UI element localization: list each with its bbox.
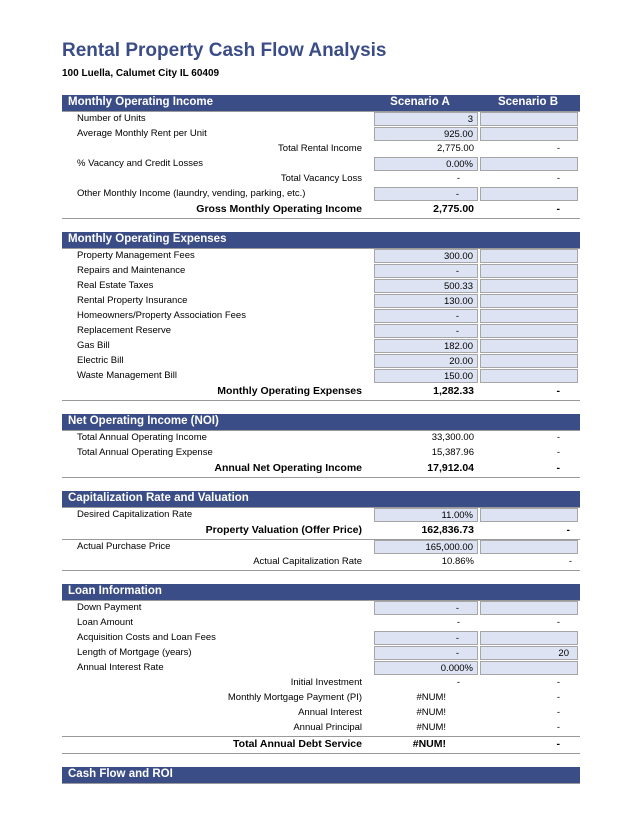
row-average-rent: [62, 127, 580, 142]
section-title: Monthly Operating Expenses: [68, 233, 227, 245]
expense-a-cell[interactable]: 20.00: [374, 354, 478, 368]
row-mortgage-length: [62, 646, 580, 661]
actual-cap-a-cell: 10.86%: [441, 556, 474, 567]
principal-a-cell: #NUM!: [416, 722, 446, 733]
noi-b-cell: -: [556, 462, 560, 474]
expense-a-cell[interactable]: -: [374, 309, 478, 323]
section-header-income: [62, 95, 580, 112]
expense-b-cell[interactable]: [480, 339, 578, 353]
expense-a-cell[interactable]: 182.00: [374, 339, 478, 353]
initial-b-cell: -: [556, 677, 560, 688]
row-label: Annual Net Operating Income: [214, 462, 362, 474]
row-label: Replacement Reserve: [77, 325, 171, 336]
down-payment-b-cell[interactable]: [480, 601, 578, 615]
expense-b-cell[interactable]: [480, 279, 578, 293]
expense-b-cell[interactable]: [480, 369, 578, 383]
row-label: Gas Bill: [77, 340, 110, 351]
section-header-cap-rate: [62, 491, 580, 508]
property-address: 100 Luella, Calumet City IL 60409: [62, 68, 220, 79]
desired-cap-a-cell[interactable]: 11.00%: [374, 508, 478, 522]
row-label: Property Valuation (Offer Price): [205, 524, 362, 536]
row-total-rental-income: [62, 142, 580, 157]
row-label: Monthly Operating Expenses: [217, 385, 362, 397]
row-annual-expense: [62, 446, 580, 461]
expense-b-cell[interactable]: [480, 249, 578, 263]
initial-a-cell: -: [456, 677, 460, 688]
row-label: Real Estate Taxes: [77, 280, 154, 291]
section-title: Monthly Operating Income: [68, 96, 214, 108]
expense-b-cell[interactable]: [480, 324, 578, 338]
rent-b-cell[interactable]: [480, 127, 578, 141]
annual-income-b-cell: -: [556, 432, 560, 443]
row-interest-rate: [62, 661, 580, 676]
scenario-a-header: Scenario A: [390, 96, 450, 108]
row-annual-principal: [62, 721, 580, 736]
scenario-b-header: Scenario B: [497, 96, 559, 108]
other-income-a-cell[interactable]: -: [374, 187, 478, 201]
principal-b-cell: -: [556, 722, 560, 733]
units-a-cell[interactable]: 3: [374, 112, 478, 126]
annual-expense-a-cell: 15,387.96: [431, 447, 474, 458]
row-label: Total Annual Debt Service: [233, 738, 362, 750]
expense-a-cell[interactable]: 300.00: [374, 249, 478, 263]
annual-expense-b-cell: -: [556, 447, 560, 458]
row-acquisition-costs: [62, 631, 580, 646]
expense-b-cell[interactable]: [480, 294, 578, 308]
row-total-vacancy: [62, 172, 580, 187]
row-annual-interest: [62, 706, 580, 721]
total-expenses-a-cell: 1,282.33: [433, 385, 474, 397]
section-title: Capitalization Rate and Valuation: [68, 492, 249, 504]
expense-b-cell[interactable]: [480, 354, 578, 368]
row-label: Repairs and Maintenance: [77, 265, 186, 276]
row-label: Electric Bill: [77, 355, 124, 366]
row-label: Waste Management Bill: [77, 370, 177, 381]
row-label: Acquisition Costs and Loan Fees: [77, 632, 216, 643]
expense-row: [62, 354, 580, 369]
units-b-cell[interactable]: [480, 112, 578, 126]
row-debt-service: [62, 736, 580, 754]
row-label: Total Annual Operating Income: [77, 432, 207, 443]
rate-a-cell[interactable]: 0.000%: [374, 661, 478, 675]
row-purchase-price: [62, 540, 580, 555]
row-label: Annual Interest Rate: [77, 662, 164, 673]
rent-a-cell[interactable]: 925.00: [374, 127, 478, 141]
row-label: Other Monthly Income (laundry, vending, parking, etc.): [77, 188, 306, 199]
expense-a-cell[interactable]: 130.00: [374, 294, 478, 308]
page-title: Rental Property Cash Flow Analysis: [62, 40, 387, 61]
row-label: Annual Principal: [293, 722, 362, 733]
expense-a-cell[interactable]: -: [374, 264, 478, 278]
valuation-b-cell: -: [566, 524, 570, 536]
row-loan-amount: [62, 616, 580, 631]
spreadsheet: [62, 95, 580, 784]
expense-row: [62, 294, 580, 309]
row-number-of-units: [62, 112, 580, 127]
down-payment-a-cell[interactable]: -: [374, 601, 478, 615]
row-label: Number of Units: [77, 113, 146, 124]
expense-row: [62, 264, 580, 279]
expense-b-cell[interactable]: [480, 264, 578, 278]
section-title: Cash Flow and ROI: [68, 768, 173, 780]
debt-b-cell: -: [556, 738, 560, 750]
row-label: Desired Capitalization Rate: [77, 509, 193, 520]
expense-row: [62, 309, 580, 324]
row-initial-investment: [62, 676, 580, 691]
row-label: Gross Monthly Operating Income: [196, 203, 362, 215]
actual-cap-b-cell: -: [568, 556, 572, 567]
row-property-valuation: [62, 523, 580, 540]
other-income-b-cell[interactable]: [480, 187, 578, 201]
total-expenses-b-cell: -: [556, 385, 560, 397]
row-label: % Vacancy and Credit Losses: [77, 158, 204, 169]
payment-b-cell: -: [556, 692, 560, 703]
row-label: Annual Interest: [298, 707, 362, 718]
row-label: Total Vacancy Loss: [280, 173, 362, 184]
gross-a-cell: 2,775.00: [433, 203, 474, 215]
row-label: Total Rental Income: [278, 143, 362, 154]
row-label: Homeowners/Property Association Fees: [77, 310, 246, 321]
length-a-cell[interactable]: -: [374, 646, 478, 660]
section-header-loan: [62, 584, 580, 601]
debt-a-cell: #NUM!: [412, 738, 446, 750]
vacancy-a-cell[interactable]: 0.00%: [374, 157, 478, 171]
loan-amount-a-cell: -: [456, 617, 460, 628]
length-b-cell[interactable]: 20: [480, 646, 578, 660]
gross-b-cell: -: [556, 203, 560, 215]
rate-b-cell[interactable]: [480, 661, 578, 675]
section-title: Net Operating Income (NOI): [68, 415, 219, 427]
row-annual-noi: [62, 461, 580, 478]
row-annual-income: [62, 431, 580, 446]
acq-b-cell[interactable]: [480, 631, 578, 645]
row-label: Monthly Mortgage Payment (PI): [227, 692, 362, 703]
total-vacancy-a-cell: -: [456, 173, 460, 184]
row-desired-cap-rate: [62, 508, 580, 523]
expense-a-cell[interactable]: 500.33: [374, 279, 478, 293]
purchase-b-cell[interactable]: [480, 540, 578, 554]
section-header-cash-flow: [62, 767, 580, 784]
row-other-income: [62, 187, 580, 202]
expense-row: [62, 249, 580, 264]
purchase-a-cell[interactable]: 165,000.00: [374, 540, 478, 554]
section-header-expenses: [62, 232, 580, 249]
row-label: Initial Investment: [290, 677, 362, 688]
row-total-expenses: [62, 384, 580, 401]
row-label: Length of Mortgage (years): [77, 647, 192, 658]
valuation-a-cell: 162,836.73: [421, 524, 474, 536]
row-gross-income: [62, 202, 580, 219]
expense-a-cell[interactable]: 150.00: [374, 369, 478, 383]
vacancy-b-cell[interactable]: [480, 157, 578, 171]
interest-b-cell: -: [556, 707, 560, 718]
expense-row: [62, 279, 580, 294]
total-rental-b-cell: -: [556, 143, 560, 154]
section-header-noi: [62, 414, 580, 431]
expense-row: [62, 369, 580, 384]
expense-row: [62, 324, 580, 339]
row-actual-cap-rate: [62, 555, 580, 570]
row-mortgage-payment: [62, 691, 580, 706]
acq-a-cell[interactable]: -: [374, 631, 478, 645]
total-vacancy-b-cell: -: [556, 173, 560, 184]
expense-b-cell[interactable]: [480, 309, 578, 323]
expense-a-cell[interactable]: -: [374, 324, 478, 338]
interest-a-cell: #NUM!: [416, 707, 446, 718]
row-label: Average Monthly Rent per Unit: [77, 128, 207, 139]
loan-amount-b-cell: -: [556, 617, 560, 628]
row-down-payment: [62, 601, 580, 616]
payment-a-cell: #NUM!: [416, 692, 446, 703]
row-label: Actual Capitalization Rate: [253, 556, 362, 567]
row-label: Property Management Fees: [77, 250, 195, 261]
row-label: Rental Property Insurance: [77, 295, 188, 306]
row-label: Down Payment: [77, 602, 142, 613]
row-vacancy: [62, 157, 580, 172]
row-label: Actual Purchase Price: [77, 541, 171, 552]
total-rental-a-cell: 2,775.00: [437, 143, 474, 154]
noi-a-cell: 17,912.04: [427, 462, 474, 474]
row-label: Total Annual Operating Expense: [77, 447, 213, 458]
section-title: Loan Information: [68, 585, 162, 597]
row-label: Loan Amount: [77, 617, 133, 628]
desired-cap-b-cell[interactable]: [480, 508, 578, 522]
expense-row: [62, 339, 580, 354]
annual-income-a-cell: 33,300.00: [431, 432, 474, 443]
